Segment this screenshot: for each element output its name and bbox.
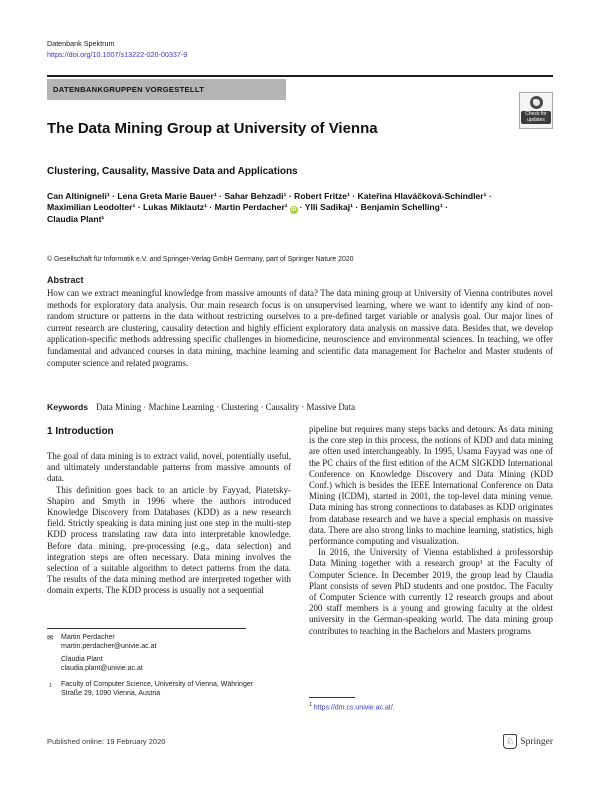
page-subtitle: Clustering, Causality, Massive Data and Applications <box>47 166 298 177</box>
abstract-text: How can we extract meaningful knowledge from massive amounts of data? The data mining group at University of Vienna contributes novel methods for exploratory data analysis. Our main research focus is on unsupervised learning, where we want to identify any kind of non-random structure or patterns in the data without restricting ourselves to a pre-defined target variable or analysis goal. Our major lines of current research are clustering, causality detection and highly efficient exploratory data analysis on massive data. Besides that, we develop application-specific methods addressing specific challenges in biomedicine, neuroscience and environmental sciences. In teaching, we offer fundamental and advanced courses in data mining, machine learning and scientific data management for Bachelor and Master students of computer science and related programs. <box>47 288 553 368</box>
keywords-heading: Keywords <box>47 402 89 412</box>
abstract-section <box>47 275 553 369</box>
keywords-text: Data Mining · Machine Learning · Clustering · Causality · Massive Data <box>96 402 356 412</box>
author-line-2 <box>47 202 559 214</box>
springer-knight-icon: ♘ <box>503 734 517 749</box>
contact-email: martin.perdacher@univie.ac.at <box>61 642 157 650</box>
copyright-notice: © Gesellschaft für Informatik e.V. and Springer-Verlag GmbH Germany, part of Springer Nature 2020 <box>47 256 354 263</box>
affiliation-marker: 1 <box>49 683 52 690</box>
section-heading-introduction: 1 Introduction <box>47 426 114 437</box>
author-line-2-text: Maximilian Leodolter¹ · Lukas Miklautz¹ · Martin Perdacher¹ <box>47 202 288 212</box>
page-title: The Data Mining Group at University of Vienna <box>47 120 378 137</box>
orcid-icon: iD <box>291 207 297 213</box>
right-column <box>309 424 553 637</box>
contact-email: claudia.plant@univie.ac.at <box>61 664 143 672</box>
crossmark-label: Check for updates <box>521 111 551 124</box>
affiliation-text: Faculty of Computer Science, University of Vienna, Währinger Straße 29, 1090 Vienna, Austria <box>61 681 254 697</box>
corresponding-author-1 <box>47 634 291 651</box>
left-column <box>47 424 291 637</box>
envelope-icon: ✉ <box>47 633 54 642</box>
springer-logo <box>503 734 553 749</box>
keywords-row <box>47 402 553 412</box>
author-line-3: Claudia Plant¹ <box>47 214 105 224</box>
crossmark-logo-icon <box>530 96 543 109</box>
paragraph-right-2: In 2016, the University of Vienna established a professorship Data Mining together with a research group¹ at the Faculty of Computer Science. In December 2019, the group lead by Claudia Plant consists of seven PhD students and one postdoc. The Faculty of Computer Science with currently 12 research groups and about 200 staff members is a young and growing faculty at the oldest university in the German-speaking world. The data mining group contributes to teaching in the Bachelors and Masters programs <box>309 547 553 636</box>
correspondence-rule <box>47 628 246 629</box>
contact-name: Martin Perdacher <box>61 634 115 641</box>
author-list <box>47 191 559 225</box>
contact-name: Claudia Plant <box>61 656 103 664</box>
author-line-2-text-after: · Ylli Sadikaj¹ · Benjamin Schelling¹ · <box>299 202 449 212</box>
body-columns <box>47 424 553 637</box>
footnote-rule <box>309 697 355 698</box>
abstract-heading: Abstract <box>47 275 84 285</box>
footnote-block <box>309 697 553 711</box>
author-line-1: Can Altinigneli¹ · Lena Greta Marie Bauer¹ · Sahar Behzadi¹ · Robert Fritze¹ · Kateřina Hlaváčková-Schindler¹ · <box>47 191 492 201</box>
doi-link[interactable]: https://doi.org/10.1007/s13222-020-00337-9 <box>47 50 188 59</box>
footnote-link[interactable]: https://dm.cs.univie.ac.at/. <box>313 704 395 712</box>
published-online: Published online: 19 February 2020 <box>47 737 166 746</box>
paragraph-left-1: The goal of data mining is to extract valid, novel, potentially useful, and ultimately understandable patterns from massive amounts of data. <box>47 451 291 484</box>
paragraph-left-2: This definition goes back to an article by Fayyad, Piatetsky-Shapiro and Smyth in 1996 where the authors introduced Knowledge Discovery from Databases (KDD) as a new research field. Strictly speaking is data mining just one step in the multi-step KDD process translating raw data into interpretable knowledge. Before data mining, pre-processing (e.g., data selection) and integration steps are often necessary. Data mining involves the selection of a suitable algorithm to detect patterns from the data. The results of the data mining method are interpreted together with domain experts. The KDD process is usually not a sequential <box>47 484 291 596</box>
footnote-marker: 1 <box>309 702 312 708</box>
correspondence-block <box>47 628 291 699</box>
paragraph-right-1: pipeline but requires many steps backs and detours. As data mining is the core step in this process, the notions of KDD and data mining are often used interchangeably. In 1995, Usama Fayyad was one of the PC chairs of the first edition of the ACM SIGKDD International Conference on Knowledge Discovery and Data Mining (KDD Conf.) which is besides the IEEE International Conference on Data Mining (ICDM), started in 2001, the top-level data mining venue. Data mining has strong connections to databases as KDD originates from database research and we have a special emphasis on massive data. There are also strong links to machine learning, statistics, high performance computing and visualization. <box>309 424 553 547</box>
category-banner: DATENBANKGRUPPEN VORGESTELLT <box>47 79 286 100</box>
header-rule <box>47 75 553 77</box>
corresponding-author-2 <box>47 656 291 673</box>
affiliation <box>47 681 261 698</box>
journal-name: Datenbank Spektrum <box>47 39 115 48</box>
springer-wordmark: Springer <box>520 736 553 747</box>
